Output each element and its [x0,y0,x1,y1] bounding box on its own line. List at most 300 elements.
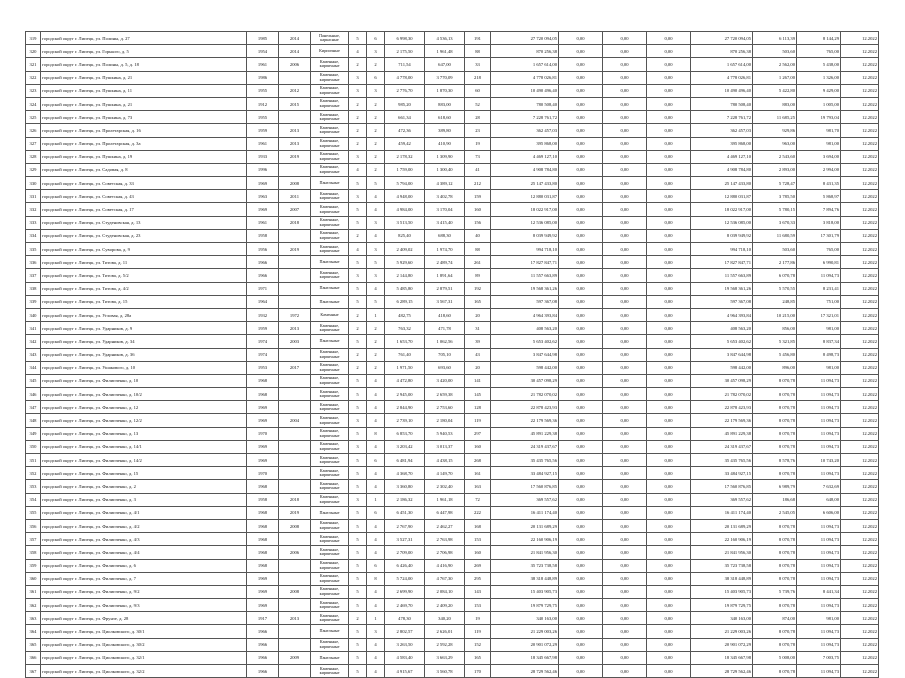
table-cell: 3 513,50 [385,216,425,229]
table-cell: 349 [26,427,41,440]
table-cell: 2 893,00 [753,163,797,176]
table-cell: 5 [349,401,367,414]
table-cell: 2014 [279,32,311,45]
table-cell: 0,00 [603,256,647,269]
table-cell: 5 [349,546,367,559]
table-cell: 2 [367,348,385,361]
table-cell: 7 632,69 [797,480,841,493]
table-cell: городской округ г. Липецк, ул. Циолковского, д. 30/1 [41,625,247,638]
table-cell: 1958 [247,229,279,242]
table-cell: 5 [367,177,385,190]
table-cell: 4 [349,45,367,58]
table-cell: городской округ г. Липецк, ул. Филипченко, д. 14/1 [41,440,247,453]
table-cell: 12.2022 [841,243,879,256]
table-cell: 2 776,70 [385,84,425,97]
table-cell: 856,00 [753,322,797,335]
table-row [26,454,879,467]
table-cell: 0,00 [603,638,647,651]
table-cell: 2 739,10 [385,414,425,427]
table-row [26,335,879,348]
table-cell: 6 481,94 [385,454,425,467]
table-cell: 2009 [279,651,311,664]
table-cell: 0,00 [603,388,647,401]
table-cell: 73 [465,150,491,163]
table-cell: 5 929,60 [385,256,425,269]
table-cell: 18 345 667,98 [691,651,753,664]
table-cell: 0,00 [647,625,691,638]
table-cell: 350 [26,440,41,453]
table-cell: 119 [465,625,491,638]
table-cell: 19 879 729,75 [491,599,559,612]
table-row [26,282,879,295]
table-cell: городской округ г. Липецк, ул. Пушкина, д. 19 [41,150,247,163]
table-cell: 43 [465,348,491,361]
table-cell: 12.2022 [841,546,879,559]
table-cell: 2 175,50 [385,45,425,58]
table-cell: 0,00 [603,229,647,242]
table-cell: 4 536,13 [425,32,465,45]
table-cell: 0,00 [603,282,647,295]
table-cell: 8 [367,572,385,585]
table-cell: 0,00 [603,427,647,440]
table-row [26,97,879,110]
table-cell [279,71,311,84]
table-row [26,150,879,163]
table-cell: Панельные [311,506,349,519]
table-cell: 25 147 433,80 [491,177,559,190]
table-cell: 2017 [279,361,311,374]
table-cell: 11 094,73 [797,665,841,678]
table-cell: 1969 [247,177,279,190]
table-cell: 1917 [247,612,279,625]
table-cell: 0,00 [559,177,603,190]
table-cell: 1964 [247,295,279,308]
table-cell: 0,00 [559,32,603,45]
table-cell: 186,68 [753,493,797,506]
table-cell: 20 901 072,29 [691,638,753,651]
table-cell: 19 568 361,26 [491,282,559,295]
table-cell: городской округ г. Липецк, ул. Филипченко, д. 6 [41,559,247,572]
table-cell: 763,32 [385,322,425,335]
table-cell: 0,00 [603,625,647,638]
table-cell: 1971 [247,282,279,295]
table-cell: 19 [465,612,491,625]
table-cell: 27 720 094,05 [491,32,559,45]
table-cell: 0,00 [559,467,603,480]
table-cell: 2013 [279,612,311,625]
table-cell: 1961 [247,58,279,71]
table-cell: 3 818,00 [797,216,841,229]
table-cell: 3 694,00 [797,150,841,163]
table-cell: городской округ г. Липецк, ул. Садовая, д. 8 [41,163,247,176]
table-cell: 12.2022 [841,454,879,467]
table-cell: 4 948,00 [385,190,425,203]
table-cell: 6 [367,71,385,84]
table-cell: 5 [349,203,367,216]
table-cell: 168 [465,519,491,532]
table-cell: 661,34 [385,111,425,124]
table-cell: 5 [349,665,367,678]
table-cell: 35 435 765,56 [491,454,559,467]
table-cell: городской округ г. Липецк, ул. Филипченко, д. 4/4 [41,546,247,559]
table-row [26,308,879,321]
table-cell: 11 094,73 [797,414,841,427]
table-cell: 0,00 [559,361,603,374]
table-cell: 2008 [279,177,311,190]
table-cell: 410,90 [425,137,465,150]
table-cell: 12.2022 [841,651,879,664]
table-cell: 0,00 [647,454,691,467]
table-cell: 152 [465,638,491,651]
table-cell: 4 [367,203,385,216]
table-cell: Каменные, кирпичные [311,71,349,84]
table-cell: 2 844,90 [385,401,425,414]
table-cell: 11 680,59 [753,229,797,242]
table-cell: 4 583,40 [385,651,425,664]
table-cell: 11 094,73 [797,546,841,559]
table-cell: 325 [26,111,41,124]
table-cell: 981,00 [797,137,841,150]
table-cell: 1932 [247,308,279,321]
table-cell: 2015 [279,97,311,110]
table-cell: 2006 [279,58,311,71]
table-row [26,190,879,203]
table-cell: 0,00 [559,414,603,427]
table-cell: 1986 [247,71,279,84]
table-cell: 33 484 927,15 [691,467,753,480]
table-cell: Каменные, кирпичные [311,533,349,546]
table-cell: 5 [349,374,367,387]
table-cell: 994 718,10 [691,243,753,256]
table-cell: 4 [349,243,367,256]
table-cell: 7 228 761,72 [491,111,559,124]
table-cell: 0,00 [647,71,691,84]
table-row [26,32,879,45]
table-cell: 17 560 876,85 [691,480,753,493]
table-cell: городской округ г. Липецк, ул. Ушакового, д. 10 [41,361,247,374]
table-row [26,295,879,308]
table-cell: 2019 [279,243,311,256]
table-cell: 351 [26,454,41,467]
table-cell: 5 [349,295,367,308]
table-cell: 369 557,62 [491,493,559,506]
table-cell: 338 [26,282,41,295]
table-cell: 7 003,75 [797,651,841,664]
table-cell: 366 [26,651,41,664]
table-cell: 18 022 917,00 [691,203,753,216]
table-cell: 0,00 [647,150,691,163]
table-cell: 1961 [247,216,279,229]
table-cell: 0,00 [603,612,647,625]
table-cell: 22 179 569,36 [491,414,559,427]
table-cell: 2 994,00 [797,163,841,176]
table-cell: 360 [26,572,41,585]
table-cell: 2 763,98 [425,533,465,546]
table-cell: 0,00 [603,111,647,124]
table-cell: 2 706,98 [425,546,465,559]
table-cell: 4 908 784,80 [491,163,559,176]
table-cell: 0,00 [603,216,647,229]
table-cell: 5 [349,256,367,269]
table-cell: 143 [465,585,491,598]
table-cell: городской округ г. Липецк, ул. Филипченко, д. 2 [41,480,247,493]
table-cell: 340 [26,308,41,321]
table-row [26,599,879,612]
table-cell: 19 879 729,75 [691,599,753,612]
table-cell: 0,00 [647,111,691,124]
table-cell: 3 [367,45,385,58]
table-cell: 0,00 [559,322,603,335]
table-cell: 3 013,37 [425,440,465,453]
table-cell: 353 [26,480,41,493]
table-cell: 1968 [247,519,279,532]
table-cell: 0,00 [559,401,603,414]
table-cell: 0,00 [559,243,603,256]
table-cell: 11 094,73 [797,269,841,282]
table-cell: 153 [465,599,491,612]
table-cell: городской округ г. Липецк, ул. Пушкина, д. 21 [41,97,247,110]
table-cell: 19 568 361,26 [691,282,753,295]
table-cell: 0,00 [647,440,691,453]
table-cell: 598 442,00 [491,361,559,374]
table-cell: 8 070,78 [753,519,797,532]
table-cell: Каменные, кирпичные [311,493,349,506]
table-cell: 12.2022 [841,401,879,414]
table-cell: 1959 [247,322,279,335]
table-cell: 0,00 [647,599,691,612]
table-cell [279,256,311,269]
table-cell: 5 [349,519,367,532]
table-row [26,572,879,585]
table-cell: 1969 [247,454,279,467]
table-cell: 6 [367,32,385,45]
table-cell: 1 [367,612,385,625]
table-cell: 12.2022 [841,229,879,242]
table-cell: 1966 [247,665,279,678]
table-cell: Каменные, кирпичные [311,638,349,651]
table-cell: 2018 [279,493,311,506]
table-cell: 347 [26,401,41,414]
table-cell: 4 [367,585,385,598]
table-cell: 2 [367,163,385,176]
table-cell: 0,00 [647,322,691,335]
table-row [26,401,879,414]
table-cell: 0,00 [603,32,647,45]
table-cell: 870 256,38 [691,45,753,58]
table-cell: Каменные, кирпичные [311,150,349,163]
table-cell: 4 [367,467,385,480]
table-cell [279,638,311,651]
table-cell: 5 438,00 [797,58,841,71]
table-row [26,177,879,190]
table-cell: 22 878 423,93 [691,401,753,414]
table-cell: 21 782 070,02 [491,388,559,401]
table-cell: 2018 [279,216,311,229]
table-cell: 1968 [247,374,279,387]
table-cell: 4 368,70 [385,467,425,480]
table-cell: 18 345 667,98 [491,651,559,664]
table-cell: городской округ г. Липецк, ул. Советская, д. 17 [41,203,247,216]
table-cell: 17 560 876,85 [491,480,559,493]
table-cell: 12.2022 [841,256,879,269]
table-cell: 3 785,50 [753,190,797,203]
table-cell: 0,00 [647,361,691,374]
table-cell: 0,00 [603,454,647,467]
table-cell: 0,00 [603,45,647,58]
table-cell: 2013 [279,322,311,335]
table-cell: 0,00 [559,124,603,137]
table-cell: 321 [26,58,41,71]
table-cell: 0,00 [603,361,647,374]
table-cell: 248,85 [753,295,797,308]
table-cell: 2019 [279,506,311,519]
table-cell: 12.2022 [841,361,879,374]
table-cell: 5 [349,335,367,348]
table-cell: 359 [26,559,41,572]
table-cell: 5 [349,506,367,519]
table-cell: 0,00 [603,493,647,506]
table-cell: 0,00 [559,493,603,506]
table-cell: 5 [349,467,367,480]
table-cell: 0,00 [603,585,647,598]
table-cell: городской округ г. Липецк, ул. Угловая, д. 28а [41,308,247,321]
table-cell: 4 [367,414,385,427]
table-cell: 0,00 [603,559,647,572]
table-cell: 364 [26,625,41,638]
table-cell: 12.2022 [841,519,879,532]
table-cell: 1959 [247,124,279,137]
table-cell: 161 [465,467,491,480]
table-cell: 2008 [279,519,311,532]
table-cell: Каменные [311,308,349,321]
table-cell: Панельные [311,282,349,295]
table-cell: 12.2022 [841,124,879,137]
table-cell: 5 570,55 [753,282,797,295]
table-cell: 4 [367,388,385,401]
table-cell: 362 [26,599,41,612]
table-cell: 12 536 085,00 [691,216,753,229]
table-cell: 1969 [247,414,279,427]
table-cell: 5 [349,572,367,585]
table-cell: 503,60 [753,45,797,58]
table-cell: 88 [465,45,491,58]
table-cell: 165 [465,651,491,664]
table-cell: Каменные, кирпичные [311,585,349,598]
table-cell: 1 657 614,00 [691,58,753,71]
table-cell: 21 841 956,30 [691,546,753,559]
table-cell [279,374,311,387]
table-cell: 0,00 [559,269,603,282]
table-cell [279,401,311,414]
table-cell: 1969 [247,440,279,453]
table-cell [279,480,311,493]
table-cell: 27 720 094,05 [691,32,753,45]
table-cell: Каменные, кирпичные [311,243,349,256]
table-cell: 0,00 [647,612,691,625]
table-cell: 0,00 [647,203,691,216]
table-cell: 8 070,78 [753,625,797,638]
table-cell: 0,00 [559,163,603,176]
table-cell: 883,00 [753,97,797,110]
table-cell: 994 718,10 [491,243,559,256]
table-cell: 326 [26,124,41,137]
table-cell: 0,00 [559,84,603,97]
table-cell: 0,00 [559,533,603,546]
table-cell: 0,00 [559,295,603,308]
table-cell: 3 [367,216,385,229]
table-cell: 3 670,33 [753,216,797,229]
table-cell: 0,00 [647,414,691,427]
table-cell: 335 [26,243,41,256]
table-cell: 2 [349,361,367,374]
table-cell: 963,00 [753,137,797,150]
table-cell: 153 [465,533,491,546]
table-cell: 12.2022 [841,58,879,71]
table-cell: 20 [465,308,491,321]
table-cell: 985,20 [385,97,425,110]
table-cell: городской округ г. Липецк, ул. Полины, д. 27 [41,32,247,45]
table-cell: 2 659,38 [425,388,465,401]
table-cell: 4 984,00 [385,203,425,216]
table-cell: 12.2022 [841,572,879,585]
table-row [26,322,879,335]
table-body [26,32,879,678]
table-cell: 418,60 [425,308,465,321]
table-cell: Каменные, кирпичные [311,427,349,440]
table-cell: 3 [367,243,385,256]
table-cell: 4 469 127,10 [691,150,753,163]
table-cell: 3 203,42 [385,440,425,453]
table-cell: 0,00 [559,97,603,110]
table-cell: 0,00 [647,84,691,97]
table-cell: 0,00 [603,58,647,71]
table-cell: Каменные, кирпичные [311,348,349,361]
table-row [26,559,879,572]
table-cell: 0,00 [647,282,691,295]
table-cell: 38 318 448,89 [691,572,753,585]
table-cell: 0,00 [559,111,603,124]
table-cell: 4 416,90 [425,559,465,572]
table-cell: 5 [349,177,367,190]
table-cell: Каменные, кирпичные [311,322,349,335]
table-cell: городской округ г. Липецк, ул. Ударников, д. 36 [41,348,247,361]
table-cell: 2 462,27 [425,519,465,532]
table-cell: 6 998,30 [385,32,425,45]
table-cell: 3 170,04 [425,203,465,216]
table-cell: 20 [465,361,491,374]
table-cell: 218 [465,71,491,84]
table-cell: 2013 [279,137,311,150]
table-cell: 0,00 [603,440,647,453]
table-cell: 222 [465,506,491,519]
table-cell: 0,00 [647,216,691,229]
table-cell: 705,10 [425,348,465,361]
table-cell: 4 [367,651,385,664]
table-cell: городской округ г. Липецк, ул. Филипченко, д. 13 [41,427,247,440]
table-cell: 12.2022 [841,506,879,519]
table-cell: 0,00 [603,203,647,216]
table-cell: 0,00 [603,519,647,532]
table-cell: 5 [349,559,367,572]
table-cell: 4 [349,163,367,176]
table-cell: 2 562,00 [753,58,797,71]
table-cell: Каменные, кирпичные [311,599,349,612]
table-cell [279,454,311,467]
table-cell: 88 [465,243,491,256]
table-cell: Каменные, кирпичные [311,269,349,282]
table-cell: 0,00 [647,308,691,321]
table-cell: 5 [349,427,367,440]
